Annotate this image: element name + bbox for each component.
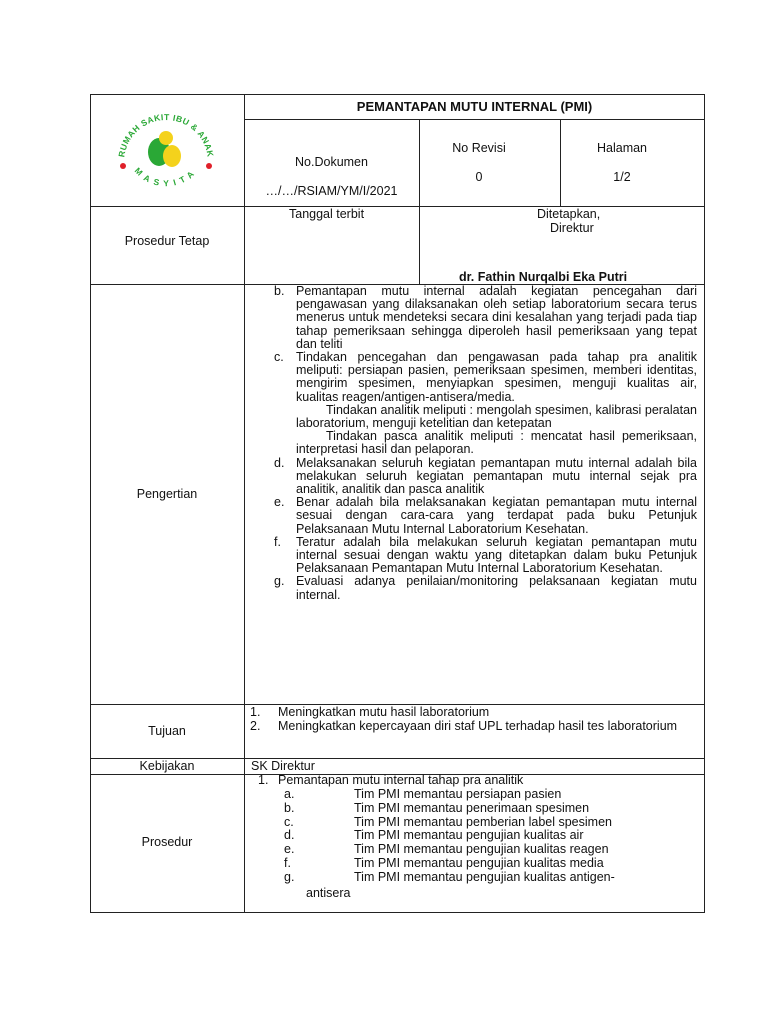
list-marker: c. [274, 350, 284, 365]
prosedur-continuation: antisera [306, 886, 351, 900]
list-item-text: Tindakan pencegahan dan pengawasan pada tahap pra analitik meliputi: persiapan pasien, pemeriksaan spesimen, memberi identitas, mengirim spesimen, menyiapkan spesimen, menguji kualitas air, kualitas reagen/antigen-antisera/media. [296, 350, 697, 404]
hospital-logo [104, 104, 228, 194]
list-marker: g. [274, 574, 285, 589]
rule [704, 94, 705, 913]
list-item [296, 430, 697, 456]
list-item-text: Tim PMI memantau pengujian kualitas air [354, 828, 584, 843]
list-item-text: Benar adalah bila melaksanakan kegiatan pemantapan mutu internal sesuai dengan cara-cara yang terdapat pada buku Petunjuk Pelaksanaan Mutu Internal Laboratorium Kesehatan. [296, 495, 697, 536]
svg-text:MASYITA [133, 165, 200, 188]
list-item [296, 404, 697, 430]
list-item-text: Tim PMI memantau pemberian label spesimen [354, 814, 612, 829]
rule [244, 94, 245, 913]
no-revisi-label: No Revisi [452, 141, 506, 155]
list-item-text: Teratur adalah bila melakukan seluruh kegiatan pemantapan mutu internal sesuai dengan waktu yang ditetapkan dalam buku Petunjuk Pelaksanaan Pemantapan Mutu Internal Laboratorium Kesehatan. [296, 534, 697, 576]
list-item-text: Tim PMI memantau penerimaan spesimen [354, 800, 590, 815]
list-item-text: Evaluasi adanya penilaian/monitoring pelaksanaan kegiatan mutu internal. [296, 574, 697, 602]
logo-top-text: RUMAH SAKIT IBU & ANAK [116, 111, 216, 158]
signatory-name: dr. Fathin Nurqalbi Eka Putri [459, 270, 628, 284]
list-item-text: Melaksanakan seluruh kegiatan pemantapan mutu internal adalah bila melakukan seluruh kegiatan pemantapan mutu internal sejak pra analitik, analitik dan pasca analitik [296, 455, 697, 497]
ditetapkan-text: Ditetapkan, [537, 207, 601, 221]
list-marker: b. [284, 800, 295, 815]
list-item [274, 350, 697, 404]
list-item [284, 855, 697, 871]
prosedur-tetap-label: Prosedur Tetap [124, 234, 210, 248]
list-item [284, 814, 697, 830]
no-dokumen-label: No.Dokumen [295, 155, 368, 169]
list-marker: 1. [250, 705, 261, 719]
list-item-text: Meningkatkan mutu hasil laboratorium [278, 705, 490, 719]
list-marker: f. [284, 855, 291, 870]
list-item [274, 574, 697, 602]
rule [90, 94, 91, 913]
list-item [284, 828, 697, 843]
logo-bottom-text: MASYITA [132, 165, 200, 189]
halaman-value: 1/2 [613, 170, 631, 184]
child-head-icon [159, 131, 173, 145]
rule [90, 206, 705, 207]
tanggal-terbit-label: Tanggal terbit [289, 207, 365, 221]
pengertian-list [274, 284, 697, 602]
prosedur-list [284, 787, 697, 885]
list-marker: e. [284, 842, 295, 857]
halaman-label: Halaman [596, 141, 648, 155]
direktur-text: Direktur [550, 221, 594, 235]
rule [244, 119, 705, 120]
list-item [284, 787, 697, 802]
list-item [274, 534, 697, 576]
prosedur-heading-marker: 1. [258, 773, 269, 787]
list-marker: 2. [250, 719, 261, 733]
document-title: PEMANTAPAN MUTU INTERNAL (PMI) [356, 99, 593, 114]
list-item-text: Pemantapan mutu internal adalah kegiatan pencegahan dari pengawasan yang dilaksanakan oleh setiap laboratorium secara terus menerus untuk mendeteksi secara dini kesalahan yang terjadi pada tiap tahap pemeriksaan sehingga diperoleh hasil pemeriksaan yang tepat dan teliti [296, 284, 697, 351]
rule [90, 94, 705, 95]
kebijakan-label: Kebijakan [139, 759, 195, 773]
list-item-text: Tim PMI memantau pengujian kualitas media [354, 855, 604, 870]
rule [560, 119, 561, 207]
list-item-text: Tindakan pasca analitik meliputi : mencatat hasil pemeriksaan, interpretasi hasil dan pelaporan. [296, 429, 697, 457]
list-item [284, 869, 697, 885]
list-item [274, 495, 697, 536]
list-marker: g. [284, 869, 295, 884]
list-item-text: Tim PMI memantau persiapan pasien [354, 787, 562, 801]
list-item-text: Tindakan analitik meliputi : mengolah spesimen, kalibrasi peralatan laboratorium, menguji ketelitian dan ketepatan [296, 402, 697, 431]
prosedur-heading: Pemantapan mutu internal tahap pra analitik [278, 773, 524, 787]
list-item-text: Tim PMI memantau pengujian kualitas reagen [354, 842, 609, 857]
list-marker: d. [284, 828, 295, 843]
list-marker: d. [274, 455, 285, 470]
pengertian-label: Pengertian [136, 487, 198, 501]
tujuan-list [250, 705, 697, 733]
list-item-text: Tim PMI memantau pengujian kualitas antigen- [354, 869, 615, 884]
list-item [274, 455, 697, 497]
decor-dot-icon [206, 163, 212, 169]
list-marker: b. [274, 284, 285, 298]
list-marker: f. [274, 534, 281, 549]
list-item [284, 842, 697, 857]
list-item [250, 719, 697, 733]
list-item-text: Meningkatkan kepercayaan diri staf UPL terhadap hasil tes laboratorium [278, 719, 678, 733]
rule [90, 912, 705, 913]
list-item [284, 800, 697, 816]
list-marker: a. [284, 787, 295, 801]
decor-dot-icon [120, 163, 126, 169]
list-item [274, 284, 697, 351]
no-revisi-value: 0 [475, 170, 483, 184]
list-item [250, 705, 697, 719]
kebijakan-value: SK Direktur [251, 759, 315, 773]
tujuan-label: Tujuan [148, 724, 186, 738]
no-dokumen-value: …/…/RSIAM/YM/I/2021 [265, 184, 398, 198]
prosedur-label: Prosedur [141, 835, 193, 849]
list-marker: e. [274, 495, 285, 510]
child-body-icon [163, 145, 181, 167]
list-marker: c. [284, 814, 294, 829]
